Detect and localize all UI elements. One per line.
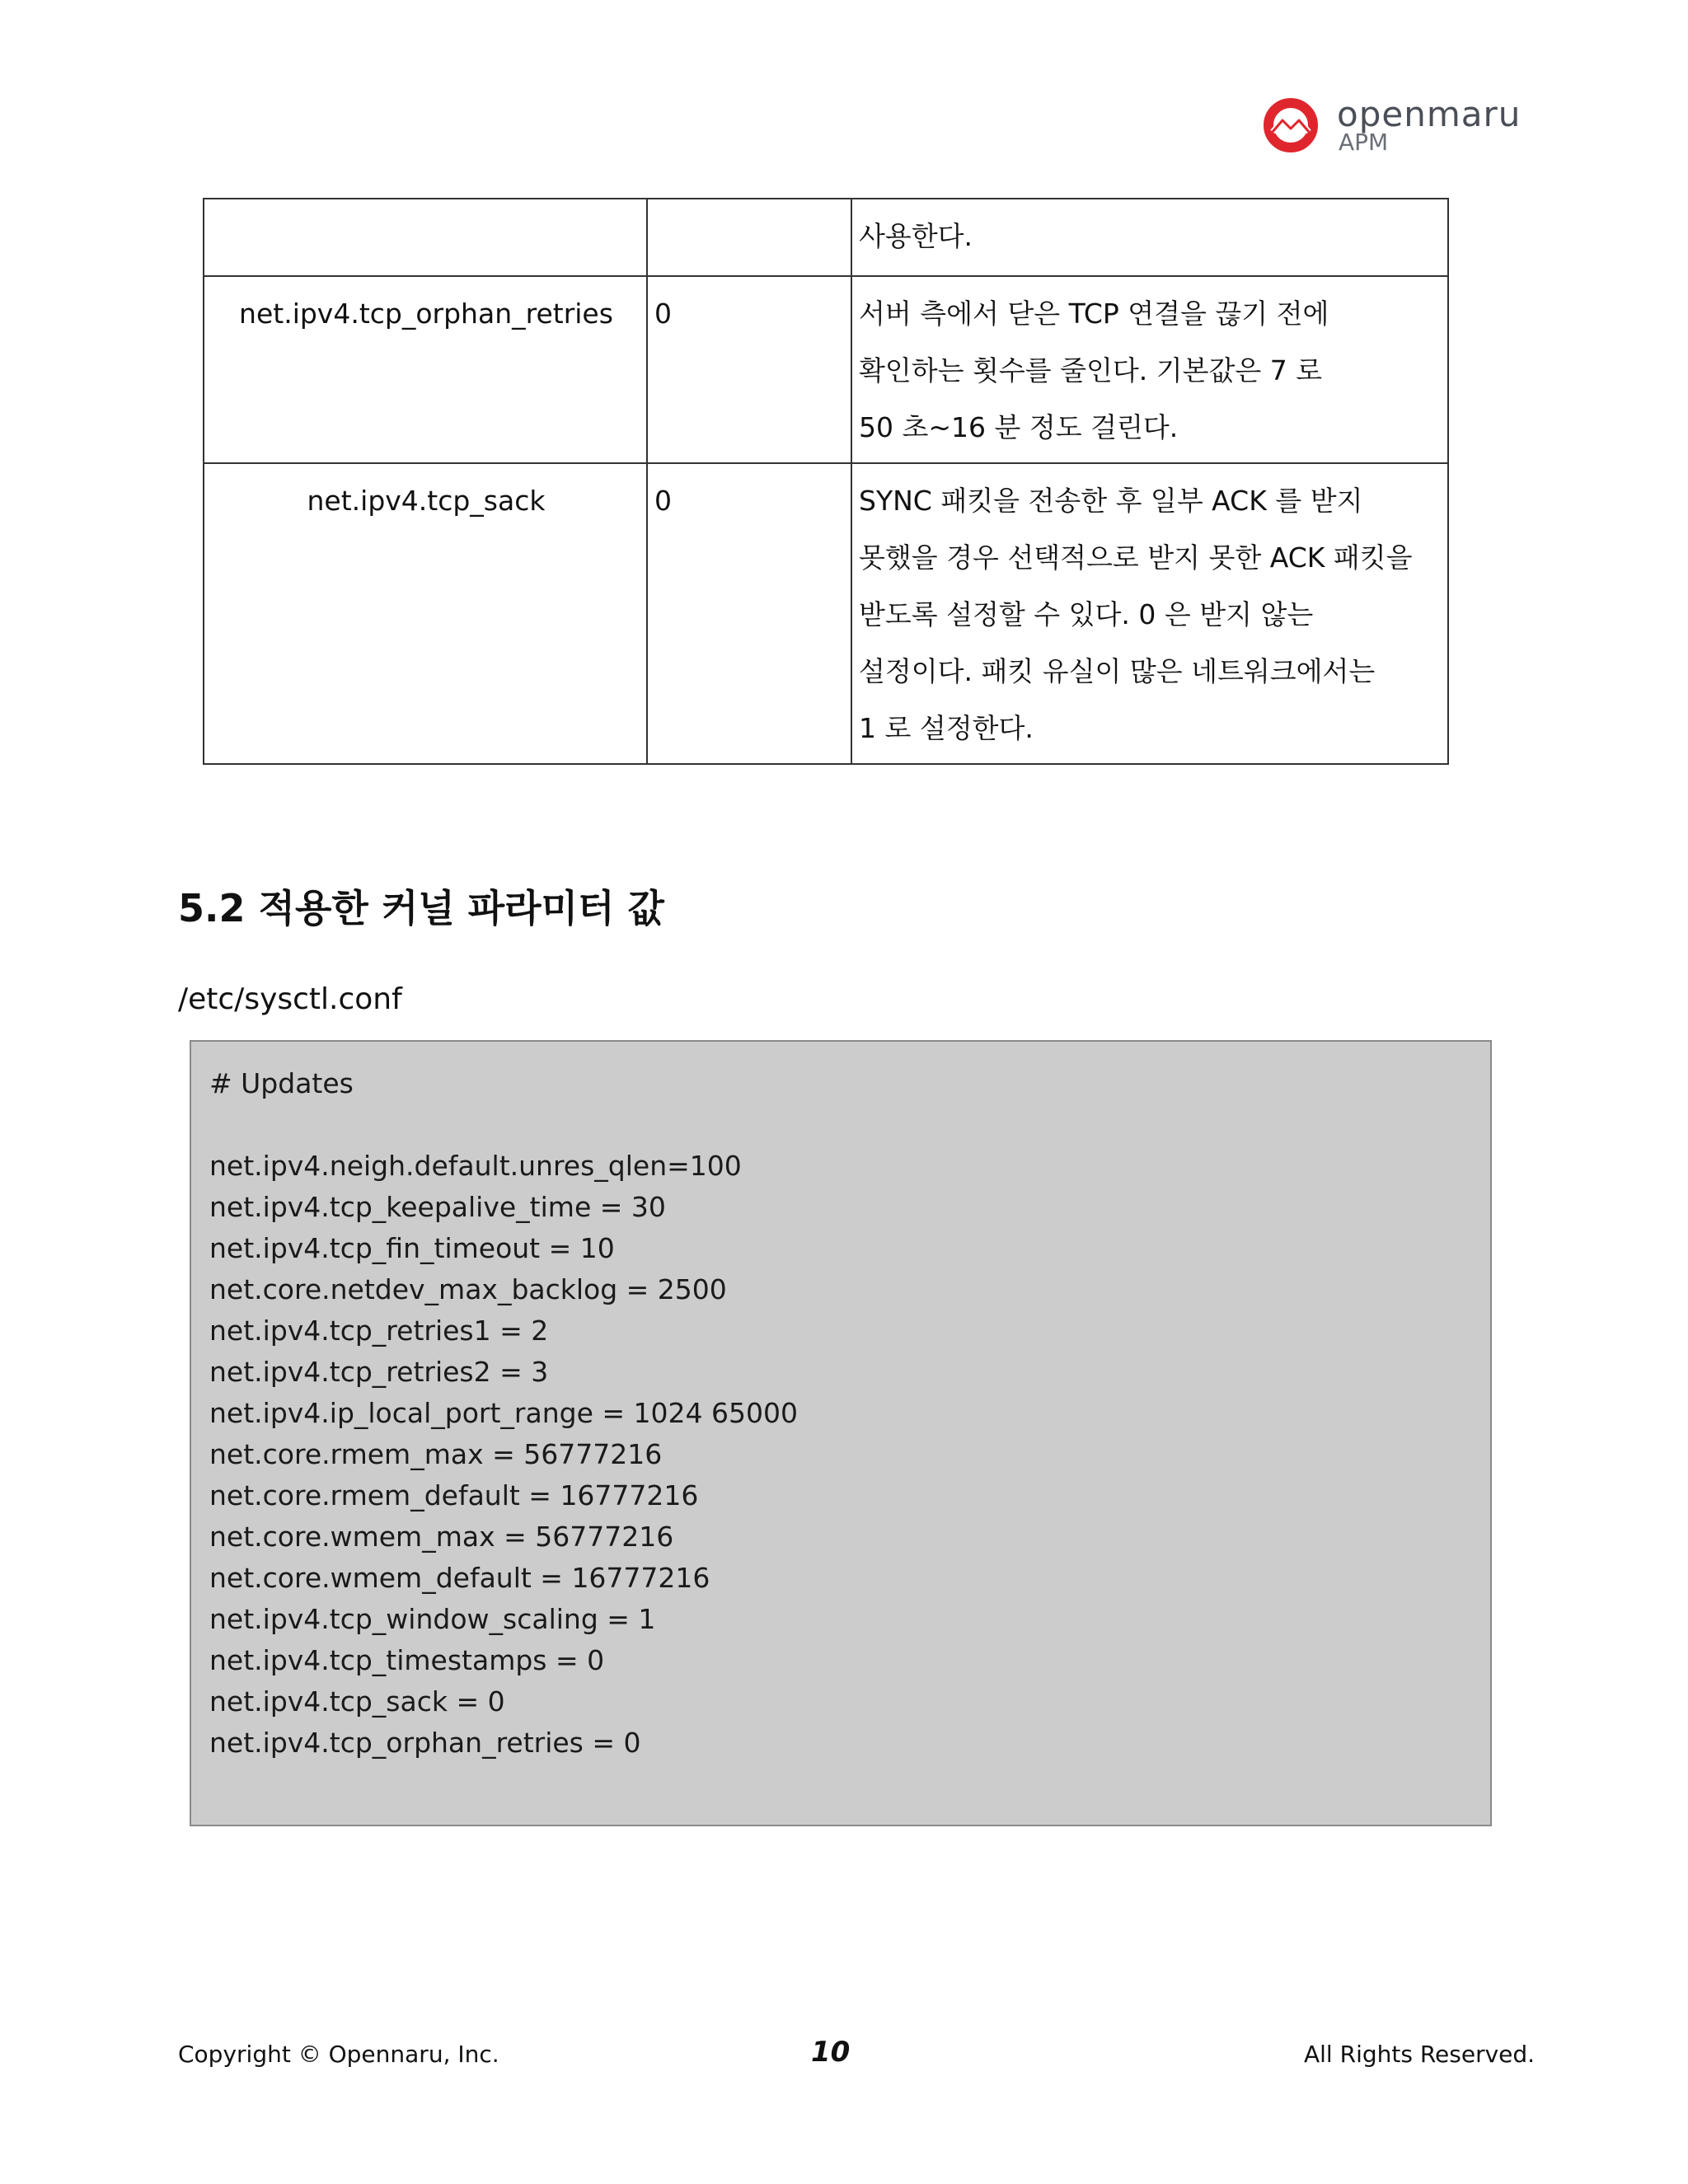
parameter-value-cell: 0 (647, 276, 851, 463)
description-line: 받도록 설정할 수 있다. 0 은 받지 않는 (859, 598, 1314, 630)
kernel-parameter-table (203, 198, 1449, 765)
parameter-name-cell: net.ipv4.tcp_orphan_retries (204, 276, 647, 463)
config-line: net.core.rmem_default = 16777216 (209, 1479, 699, 1511)
logo-wordmark: openmaru (1337, 94, 1522, 134)
openmaru-logo-icon (1261, 96, 1320, 155)
config-line: # Updates (209, 1067, 354, 1099)
description-line: 서버 측에서 닫은 TCP 연결을 끊기 전에 (859, 298, 1329, 330)
table-row (204, 199, 1448, 276)
openmaru-logo (1261, 96, 1525, 162)
logo-subtitle: APM (1339, 129, 1389, 156)
parameter-name-cell: net.ipv4.tcp_sack (204, 463, 647, 764)
parameter-description-cell (851, 199, 1448, 276)
config-line: net.ipv4.ip_local_port_range = 1024 65000 (209, 1397, 798, 1429)
description-line: 설정이다. 패킷 유실이 많은 네트워크에서는 (859, 655, 1376, 687)
parameter-description-cell (851, 463, 1448, 764)
parameter-value-cell (647, 199, 851, 276)
footer-copyright: Copyright © Opennaru, Inc. (178, 2041, 499, 2068)
config-line: net.core.wmem_default = 16777216 (209, 1562, 710, 1594)
config-line: net.ipv4.tcp_fin_timeout = 10 (209, 1232, 615, 1264)
config-line: net.ipv4.tcp_keepalive_time = 30 (209, 1191, 666, 1223)
config-line: net.ipv4.tcp_window_scaling = 1 (209, 1603, 656, 1635)
footer-rights: All Rights Reserved. (1304, 2041, 1536, 2068)
table-row (204, 276, 1448, 463)
description-line: SYNC 패킷을 전송한 후 일부 ACK 를 받지 (859, 485, 1363, 517)
config-line: net.ipv4.neigh.default.unres_qlen=100 (209, 1150, 742, 1182)
description-line: 확인하는 횟수를 줄인다. 기본값은 7 로 (859, 354, 1323, 387)
parameter-value-cell: 0 (647, 463, 851, 764)
page-number: 10 (811, 2036, 851, 2069)
table-row (204, 463, 1448, 764)
config-line: net.core.wmem_max = 56777216 (209, 1521, 674, 1553)
config-line: net.core.netdev_max_backlog = 2500 (209, 1273, 727, 1305)
config-line: net.core.rmem_max = 56777216 (209, 1438, 663, 1470)
description-line: 1 로 설정한다. (859, 712, 1034, 744)
section-heading: 5.2 적용한 커널 파라미터 값 (178, 886, 664, 930)
config-line: net.ipv4.tcp_retries1 = 2 (209, 1315, 549, 1347)
sysctl-config-block (190, 1040, 1492, 1826)
description-line: 사용한다. (859, 220, 973, 252)
parameter-description-cell (851, 276, 1448, 463)
description-line: 못했을 경우 선택적으로 받지 못한 ACK 패킷을 (859, 541, 1413, 574)
config-line: net.ipv4.tcp_sack = 0 (209, 1685, 505, 1718)
parameter-name-cell (204, 199, 647, 276)
config-line (209, 1104, 1490, 1146)
config-line: net.ipv4.tcp_retries2 = 3 (209, 1356, 549, 1388)
config-file-path: /etc/sysctl.conf (178, 982, 402, 1016)
description-line: 50 초~16 분 정도 걸린다. (859, 411, 1179, 443)
config-line: net.ipv4.tcp_orphan_retries = 0 (209, 1727, 641, 1759)
config-line: net.ipv4.tcp_timestamps = 0 (209, 1644, 605, 1676)
